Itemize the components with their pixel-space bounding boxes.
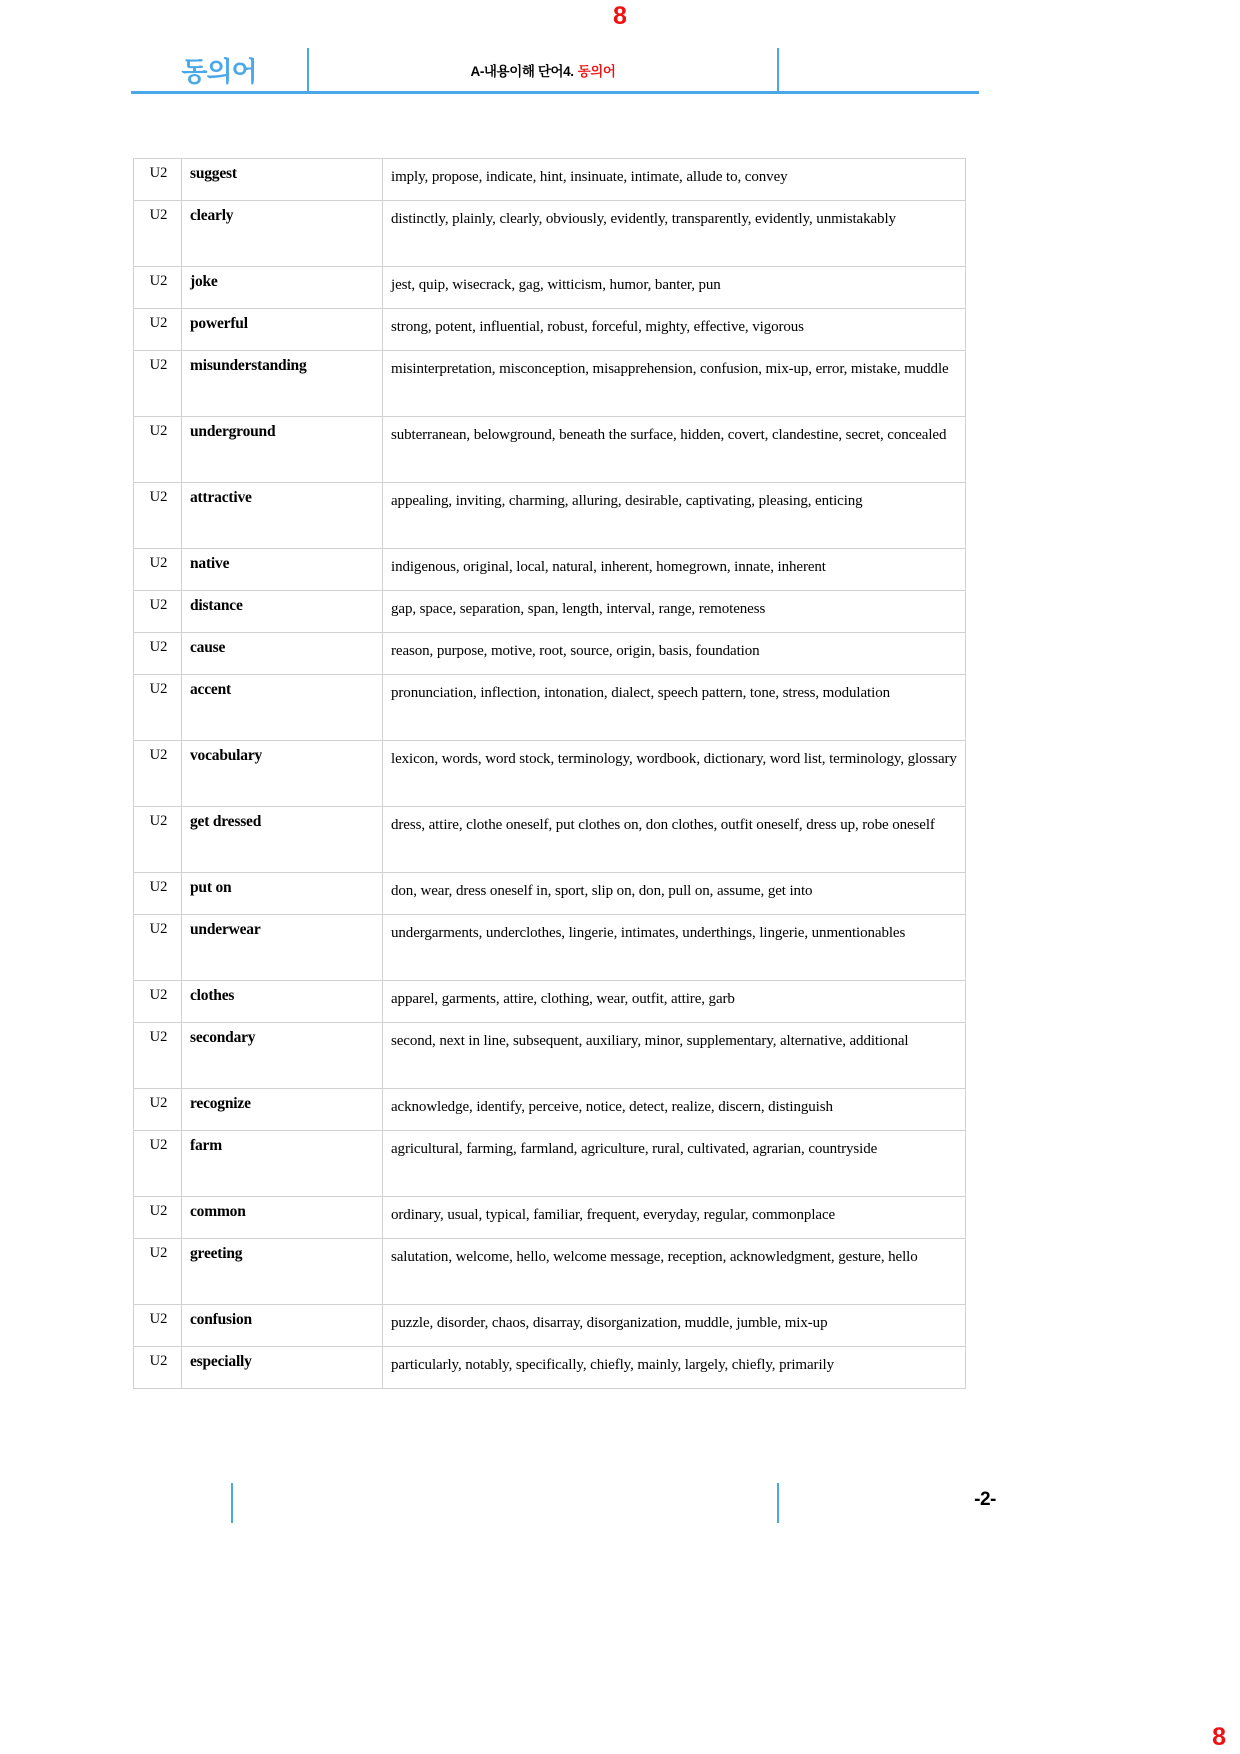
- cell-unit: U2: [134, 915, 182, 981]
- cell-headword: suggest: [182, 159, 383, 201]
- table-row: [134, 351, 966, 417]
- cell-unit: U2: [134, 591, 182, 633]
- cell-unit: U2: [134, 267, 182, 309]
- cell-unit: U2: [134, 549, 182, 591]
- header-keyword: 동의어: [181, 57, 257, 87]
- header-title-accent: 동의어: [577, 63, 616, 79]
- cell-headword: put on: [182, 873, 383, 915]
- cell-unit: U2: [134, 1023, 182, 1089]
- table-row: [134, 417, 966, 483]
- table-row: [134, 1131, 966, 1197]
- table-row: [134, 159, 966, 201]
- cell-unit: U2: [134, 633, 182, 675]
- table-row: [134, 1197, 966, 1239]
- cell-synonyms: puzzle, disorder, chaos, disarray, disorganization, muddle, jumble, mix-up: [383, 1305, 966, 1347]
- cell-synonyms: distinctly, plainly, clearly, obviously, evidently, transparently, evidently, unmistakably: [383, 201, 966, 267]
- cell-headword: attractive: [182, 483, 383, 549]
- cell-unit: U2: [134, 1305, 182, 1347]
- cell-synonyms: agricultural, farming, farmland, agriculture, rural, cultivated, agrarian, countryside: [383, 1131, 966, 1197]
- cell-synonyms: indigenous, original, local, natural, inherent, homegrown, innate, inherent: [383, 549, 966, 591]
- table-row: [134, 873, 966, 915]
- cell-synonyms: lexicon, words, word stock, terminology, wordbook, dictionary, word list, terminology, glossary: [383, 741, 966, 807]
- vocabulary-table-wrap: [133, 158, 965, 1389]
- cell-unit: U2: [134, 1131, 182, 1197]
- table-row: [134, 267, 966, 309]
- table-row: [134, 549, 966, 591]
- cell-headword: greeting: [182, 1239, 383, 1305]
- table-row: [134, 309, 966, 351]
- table-row: [134, 1023, 966, 1089]
- cell-unit: U2: [134, 807, 182, 873]
- cell-unit: U2: [134, 675, 182, 741]
- cell-headword: distance: [182, 591, 383, 633]
- cell-unit: U2: [134, 741, 182, 807]
- top-page-marker: 8: [613, 2, 627, 30]
- cell-synonyms: reason, purpose, motive, root, source, origin, basis, foundation: [383, 633, 966, 675]
- cell-unit: U2: [134, 351, 182, 417]
- cell-synonyms: appealing, inviting, charming, alluring, desirable, captivating, pleasing, enticing: [383, 483, 966, 549]
- header-keyword-cell: [131, 48, 309, 91]
- cell-unit: U2: [134, 1197, 182, 1239]
- cell-headword: powerful: [182, 309, 383, 351]
- table-row: [134, 1347, 966, 1389]
- header-spacer-cell: [779, 48, 979, 91]
- cell-headword: secondary: [182, 1023, 383, 1089]
- cell-headword: clothes: [182, 981, 383, 1023]
- cell-unit: U2: [134, 417, 182, 483]
- cell-unit: U2: [134, 981, 182, 1023]
- cell-unit: U2: [134, 159, 182, 201]
- table-row: [134, 675, 966, 741]
- cell-headword: joke: [182, 267, 383, 309]
- table-row: [134, 915, 966, 981]
- cell-synonyms: misinterpretation, misconception, misapprehension, confusion, mix-up, error, mistake, muddle: [383, 351, 966, 417]
- cell-synonyms: pronunciation, inflection, intonation, dialect, speech pattern, tone, stress, modulation: [383, 675, 966, 741]
- table-row: [134, 591, 966, 633]
- cell-synonyms: second, next in line, subsequent, auxiliary, minor, supplementary, alternative, additional: [383, 1023, 966, 1089]
- cell-synonyms: ordinary, usual, typical, familiar, frequent, everyday, regular, commonplace: [383, 1197, 966, 1239]
- table-row: [134, 741, 966, 807]
- cell-unit: U2: [134, 1089, 182, 1131]
- cell-headword: clearly: [182, 201, 383, 267]
- cell-synonyms: jest, quip, wisecrack, gag, witticism, humor, banter, pun: [383, 267, 966, 309]
- page-footer: [131, 1483, 979, 1523]
- table-row: [134, 201, 966, 267]
- cell-synonyms: particularly, notably, specifically, chiefly, mainly, largely, chiefly, primarily: [383, 1347, 966, 1389]
- cell-headword: especially: [182, 1347, 383, 1389]
- vocabulary-table-body: [134, 159, 966, 1389]
- table-row: [134, 633, 966, 675]
- bottom-page-marker: 8: [1212, 1723, 1226, 1751]
- page-header: [131, 48, 979, 94]
- cell-unit: U2: [134, 1347, 182, 1389]
- cell-unit: U2: [134, 873, 182, 915]
- footer-left-cell: [131, 1483, 231, 1523]
- cell-synonyms: gap, space, separation, span, length, interval, range, remoteness: [383, 591, 966, 633]
- cell-synonyms: subterranean, belowground, beneath the surface, hidden, covert, clandestine, secret, concealed: [383, 417, 966, 483]
- cell-synonyms: strong, potent, influential, robust, forceful, mighty, effective, vigorous: [383, 309, 966, 351]
- table-row: [134, 483, 966, 549]
- cell-synonyms: dress, attire, clothe oneself, put clothes on, don clothes, outfit oneself, dress up, robe oneself: [383, 807, 966, 873]
- cell-synonyms: salutation, welcome, hello, welcome message, reception, acknowledgment, gesture, hello: [383, 1239, 966, 1305]
- cell-headword: farm: [182, 1131, 383, 1197]
- table-row: [134, 807, 966, 873]
- table-row: [134, 1305, 966, 1347]
- header-title-cell: [309, 48, 779, 91]
- cell-unit: U2: [134, 309, 182, 351]
- cell-headword: get dressed: [182, 807, 383, 873]
- cell-synonyms: acknowledge, identify, perceive, notice, detect, realize, discern, distinguish: [383, 1089, 966, 1131]
- vocabulary-table: [133, 158, 966, 1389]
- table-row: [134, 981, 966, 1023]
- table-row: [134, 1239, 966, 1305]
- cell-headword: underground: [182, 417, 383, 483]
- footer-mid-cell: [231, 1483, 779, 1523]
- cell-headword: vocabulary: [182, 741, 383, 807]
- cell-headword: recognize: [182, 1089, 383, 1131]
- cell-headword: confusion: [182, 1305, 383, 1347]
- cell-headword: misunderstanding: [182, 351, 383, 417]
- cell-synonyms: undergarments, underclothes, lingerie, intimates, underthings, lingerie, unmentionables: [383, 915, 966, 981]
- cell-synonyms: imply, propose, indicate, hint, insinuate, intimate, allude to, convey: [383, 159, 966, 201]
- page-number: -2-: [974, 1489, 996, 1510]
- cell-unit: U2: [134, 1239, 182, 1305]
- cell-unit: U2: [134, 201, 182, 267]
- cell-headword: accent: [182, 675, 383, 741]
- cell-synonyms: don, wear, dress oneself in, sport, slip on, don, pull on, assume, get into: [383, 873, 966, 915]
- header-title-main: A-내용이해 단어4.: [470, 63, 574, 79]
- cell-unit: U2: [134, 483, 182, 549]
- cell-synonyms: apparel, garments, attire, clothing, wear, outfit, attire, garb: [383, 981, 966, 1023]
- cell-headword: common: [182, 1197, 383, 1239]
- cell-headword: native: [182, 549, 383, 591]
- cell-headword: cause: [182, 633, 383, 675]
- table-row: [134, 1089, 966, 1131]
- cell-headword: underwear: [182, 915, 383, 981]
